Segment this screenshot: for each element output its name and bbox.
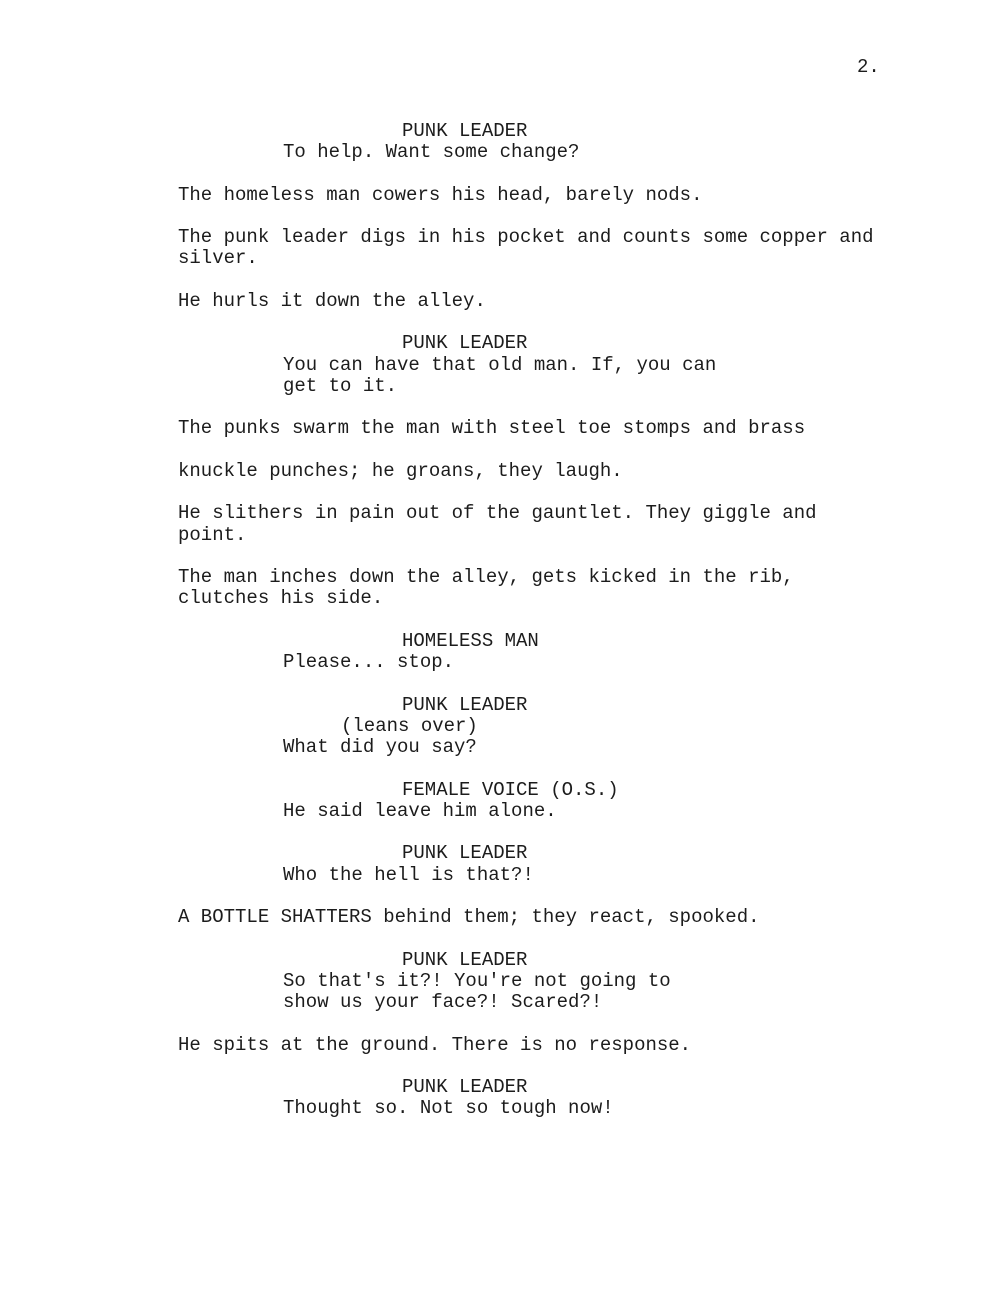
character-block — [402, 950, 1000, 971]
character-line: HOMELESS MAN — [402, 629, 539, 652]
action-block — [178, 1035, 1000, 1056]
action-line: A BOTTLE SHATTERS behind them; they react, spooked. — [178, 906, 760, 928]
action-block — [178, 907, 1000, 928]
character-block — [402, 695, 1000, 716]
dialogue-line: Please... stop. — [283, 651, 455, 673]
dialogue-block — [283, 652, 1000, 673]
action-block — [178, 227, 1000, 270]
action-line: silver. — [178, 247, 258, 270]
character-line: PUNK LEADER — [402, 693, 528, 716]
dialogue-block — [283, 1098, 1000, 1119]
dialogue-line: So that's it?! You're not going to — [283, 969, 671, 992]
action-line: clutches his side. — [178, 587, 384, 610]
action-line: The man inches down the alley, gets kicked in the rib, — [178, 566, 794, 588]
action-block — [178, 291, 1000, 312]
parenthetical-block — [341, 716, 1000, 737]
action-block — [178, 418, 1000, 439]
action-block — [178, 185, 1000, 206]
action-line: point. — [178, 523, 247, 546]
dialogue-line: show us your face?! Scared?! — [283, 991, 603, 1013]
dialogue-line: get to it. — [283, 374, 398, 397]
action-block — [178, 461, 1000, 482]
character-line: FEMALE VOICE (O.S.) — [402, 778, 619, 801]
character-block — [402, 121, 1000, 142]
action-line: He hurls it down the alley. — [178, 289, 486, 312]
action-line: The punk leader digs in his pocket and counts some copper and — [178, 226, 874, 248]
character-block — [402, 631, 1000, 652]
action-line: The punks swarm the man with steel toe stomps and brass — [178, 417, 806, 440]
character-block — [402, 780, 1000, 801]
dialogue-block — [283, 355, 1000, 398]
dialogue-line: To help. Want some change? — [283, 141, 580, 163]
page-number: 2. — [857, 56, 880, 78]
dialogue-block — [283, 737, 1000, 758]
dialogue-line: What did you say? — [283, 736, 477, 758]
parenthetical-line: (leans over) — [341, 714, 478, 737]
character-line: PUNK LEADER — [402, 1076, 528, 1098]
dialogue-block — [283, 971, 1000, 1014]
action-block — [178, 567, 1000, 610]
character-block — [402, 333, 1000, 354]
script-content — [0, 121, 1000, 1120]
character-line: PUNK LEADER — [402, 332, 528, 355]
dialogue-line: He said leave him alone. — [283, 799, 557, 822]
dialogue-line: You can have that old man. If, you can — [283, 353, 717, 376]
character-block — [402, 1077, 1000, 1098]
action-line: He spits at the ground. There is no response. — [178, 1033, 692, 1056]
dialogue-block — [283, 801, 1000, 822]
character-line: PUNK LEADER — [402, 948, 528, 971]
action-line: He slithers in pain out of the gauntlet. They giggle and — [178, 502, 817, 525]
character-line: PUNK LEADER — [402, 119, 528, 142]
dialogue-block — [283, 142, 1000, 163]
character-line: PUNK LEADER — [402, 842, 528, 865]
action-line: knuckle punches; he groans, they laugh. — [178, 459, 623, 482]
character-block — [402, 843, 1000, 864]
dialogue-line: Thought so. Not so tough now! — [283, 1097, 614, 1120]
action-block — [178, 503, 1000, 546]
dialogue-line: Who the hell is that?! — [283, 863, 534, 886]
action-line: The homeless man cowers his head, barely nods. — [178, 183, 703, 206]
dialogue-block — [283, 865, 1000, 886]
